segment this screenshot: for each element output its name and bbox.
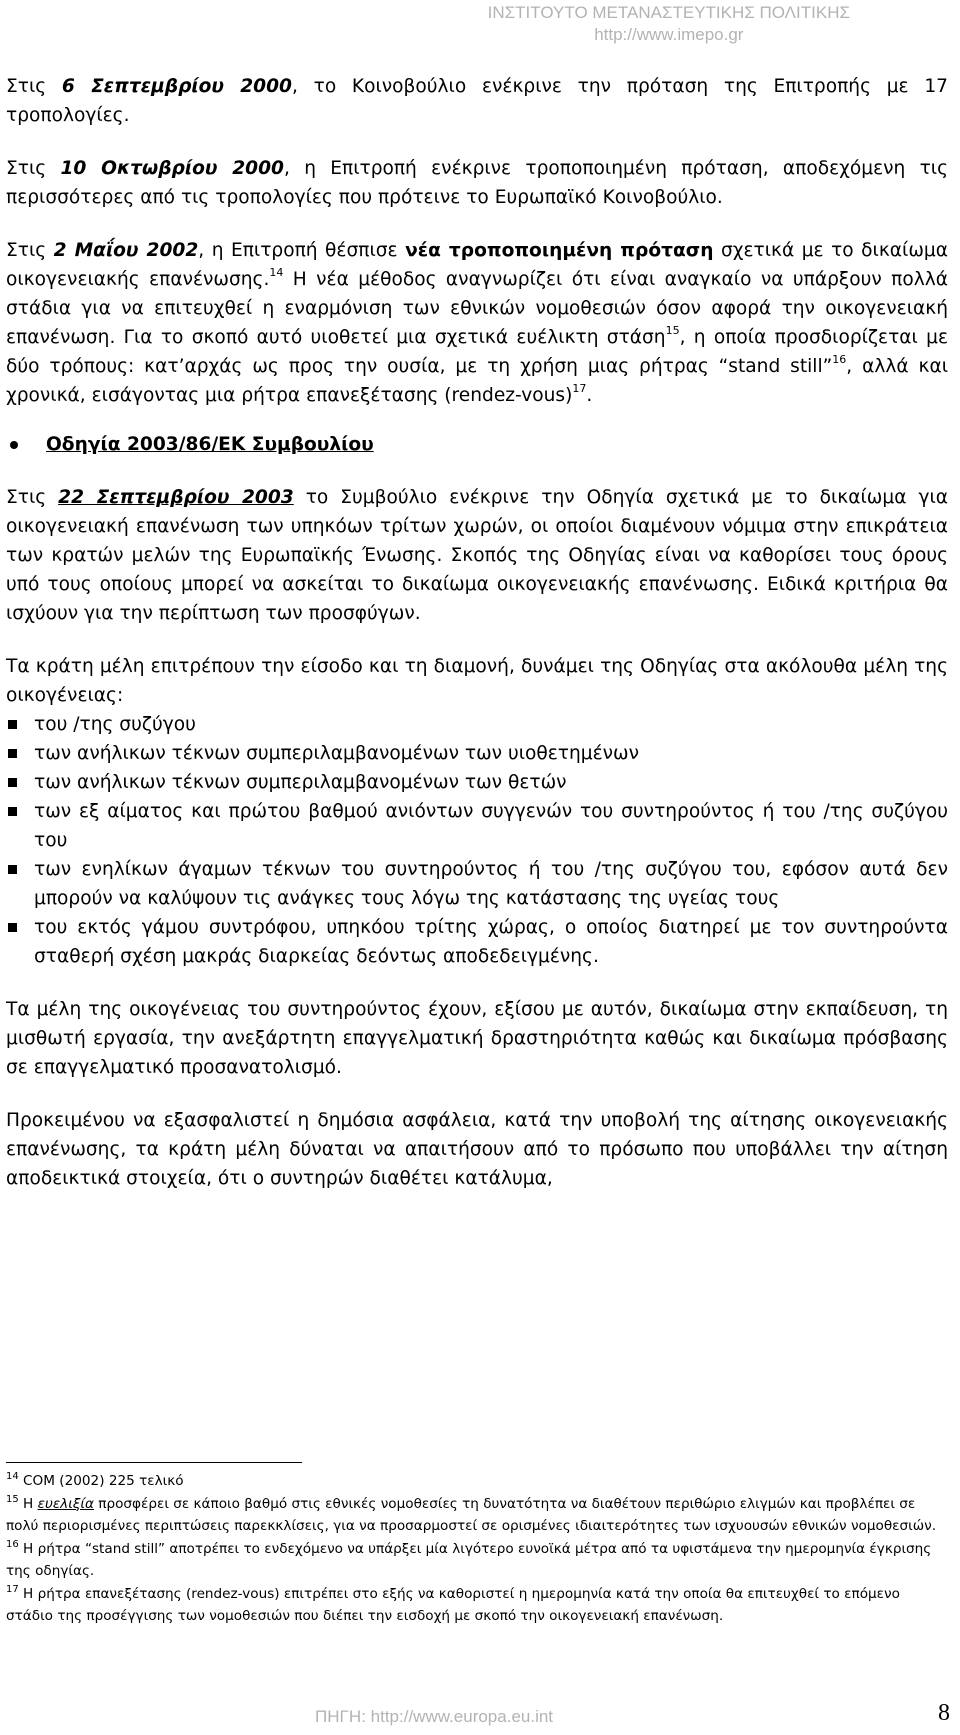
paragraph-commission-amended: Στις 10 Οκτωβρίου 2000, η Επιτροπή ενέκρινε τροποποιημένη πρόταση, αποδεχόμενη τις περισσότερες από τις τροπολογίες που πρότεινε το Ευρωπαϊκό Κοινοβούλιο.: [6, 158, 948, 208]
header-url: http://www.imepo.gr: [594, 25, 744, 44]
list-item: των ανήλικων τέκνων συμπεριλαμβανομένων των υιοθετημένων: [6, 739, 948, 768]
section-heading: [6, 430, 948, 459]
footnote-separator: [6, 1462, 302, 1463]
paragraph-new-proposal: Στις 2 Μαΐου 2002, η Επιτροπή θέσπισε νέα τροποποιημένη πρόταση σχετικά με το δικαίωμα οικογενειακής επανένωσης.$^{14}$ Η νέα μέθοδος αναγνωρίζει ότι είναι αναγκαίο να υπάρξουν πολλά στάδια για να επιτευχθεί η εναρμόνιση των εθνικών νομοθεσιών όσον αφορά την οικογενειακή επανένωση. Για το σκοπό αυτό υιοθετεί μια σχετικά ευέλικτη στάση$^{15}$, η οποία προσδιορίζεται με δύο τρόπους: κατ’αρχάς ως προς την ουσία, με τη χρήση μιας ρήτρας “stand still”$^{16}$, αλλά και χρονικά, εισάγοντας μια ρήτρα επανεξέτασης (rendez-vous)$^{17}$.: [6, 240, 949, 406]
footnote-ref-14[interactable]: 14: [269, 266, 284, 279]
list-item: του /της συζύγου: [6, 710, 948, 739]
paragraph-directive-adoption: Στις 22 Σεπτεμβρίου 2003 το Συμβούλιο ενέκρινε την Οδηγία σχετικά με το δικαίωμα για οικογενειακή επανένωση των υπηκόων τρίτων χωρών, οι οποίοι διαμένουν νόμιμα στην επικράτεια των κρατών μελών της Ευρωπαϊκής Ένωσης. Σκοπός της Οδηγίας είναι να καθορίσει τους όρους υπό τους οποίους μπορεί να ασκείται το δικαίωμα οικογενειακής επανένωσης. Ειδικά κριτήρια θα ισχύουν για την περίπτωση των προσφύγων.: [6, 487, 948, 624]
footnote-17: $^{17}$ Η ρήτρα επανεξέτασης (rendez-vous) επιτρέπει στο εξής να καθοριστεί η ημερομηνία κατά την οποία θα επιτευχθεί το επόμενο στάδιο της προσέγγισης των νομοθεσιών που διέπει την εισδοχή με σκοπό την οικογενειακή επανένωση.: [6, 1583, 900, 1624]
footnote-15: $^{15}$ Η ευελιξία προσφέρει σε κάποιο βαθμό στις εθνικές νομοθεσίες τη δυνατότητα να διαθέτουν περιθώριο ελιγμών και προβλέπει σε πολύ περιορισμένες περιπτώσεις παρεκκλίσεις, για να προσαρμοστεί σε ορισμένες ιδιαιτερότητες των ισχυουσών εθνικών νομοθεσιών.: [6, 1493, 937, 1534]
list-item: των ενηλίκων άγαμων τέκνων του συντηρούντος ή του /της συζύγου του, εφόσον αυτά δεν μπορούν να καλύψουν τις ανάγκες τους λόγω της κατάστασης της υγείας τους: [6, 855, 948, 913]
footnotes: [6, 1470, 948, 1628]
paragraph-member-states: Τα κράτη μέλη επιτρέπουν την είσοδο και τη διαμονή, δυνάμει της Οδηγίας στα ακόλουθα μέλη της οικογένειας:: [6, 656, 948, 706]
page-header: [488, 2, 850, 46]
footnote-ref-15[interactable]: 15: [665, 324, 680, 337]
section-heading-title: Οδηγία 2003/86/ΕΚ Συμβουλίου: [46, 434, 374, 455]
bold-phrase: νέα τροποποιημένη πρόταση: [405, 240, 714, 261]
footnote-ref-17[interactable]: 17: [572, 382, 587, 395]
paragraph-parliament-approval: Στις 6 Σεπτεμβρίου 2000, το Κοινοβούλιο ενέκρινε την πρόταση της Επιτροπής με 17 τροπολογίες.: [6, 76, 948, 126]
header-institute: ΙΝΣΤΙΤΟΥΤΟ ΜΕΤΑΝΑΣΤΕΥΤΙΚΗΣ ΠΟΛΙΤΙΚΗΣ: [487, 3, 850, 22]
family-members-list: [6, 710, 948, 971]
document-body: [6, 72, 948, 1193]
page-number: 8: [938, 1700, 950, 1726]
source-footer: ΠΗΓΗ: http://www.europa.eu.int: [315, 1707, 554, 1726]
footnote-16: $^{16}$ Η ρήτρα “stand still” αποτρέπει το ενδεχόμενο να υπάρξει μία λιγότερο ευνοϊκά μέτρα από τα υφιστάμενα την ημερομηνία έγκρισης της οδηγίας.: [6, 1538, 932, 1579]
list-item: του εκτός γάμου συντρόφου, υπηκόου τρίτης χώρας, ο οποίος διατηρεί με τον συντηρούντα σταθερή σχέση μακράς διαρκείας δεόντως αποδεδειγμένης.: [6, 913, 948, 971]
date-emphasis: 22 Σεπτεμβρίου 2003: [58, 487, 294, 508]
footnote-ref-16[interactable]: 16: [832, 353, 847, 366]
date-emphasis: 10 Οκτωβρίου 2000: [60, 158, 284, 179]
bullet-icon: [10, 441, 18, 449]
date-emphasis: 6 Σεπτεμβρίου 2000: [61, 76, 292, 97]
date-emphasis: 2 Μαΐου 2002: [53, 240, 199, 261]
list-item: των ανήλικων τέκνων συμπεριλαμβανομένων των θετών: [6, 768, 948, 797]
footnote-14: $^{14}$ COM (2002) 225 τελικό: [6, 1471, 184, 1489]
paragraph-family-rights: Τα μέλη της οικογένειας του συντηρούντος έχουν, εξίσου με αυτόν, δικαίωμα στην εκπαίδευση, τη μισθωτή εργασία, την ανεξάρτητη επαγγελματική δραστηριότητα καθώς και δικαίωμα πρόσβασης σε επαγγελματικό προσανατολισμό.: [6, 999, 948, 1078]
paragraph-public-security: Προκειμένου να εξασφαλιστεί η δημόσια ασφάλεια, κατά την υποβολή της αίτησης οικογενειακής επανένωσης, τα κράτη μέλη δύναται να απαιτήσουν από το πρόσωπο που υποβάλλει την αίτηση αποδεικτικά στοιχεία, ότι ο συντηρών διαθέτει κατάλυμα,: [6, 1110, 948, 1189]
list-item: των εξ αίματος και πρώτου βαθμού ανιόντων συγγενών του συντηρούντος ή του /της συζύγου του: [6, 797, 948, 855]
